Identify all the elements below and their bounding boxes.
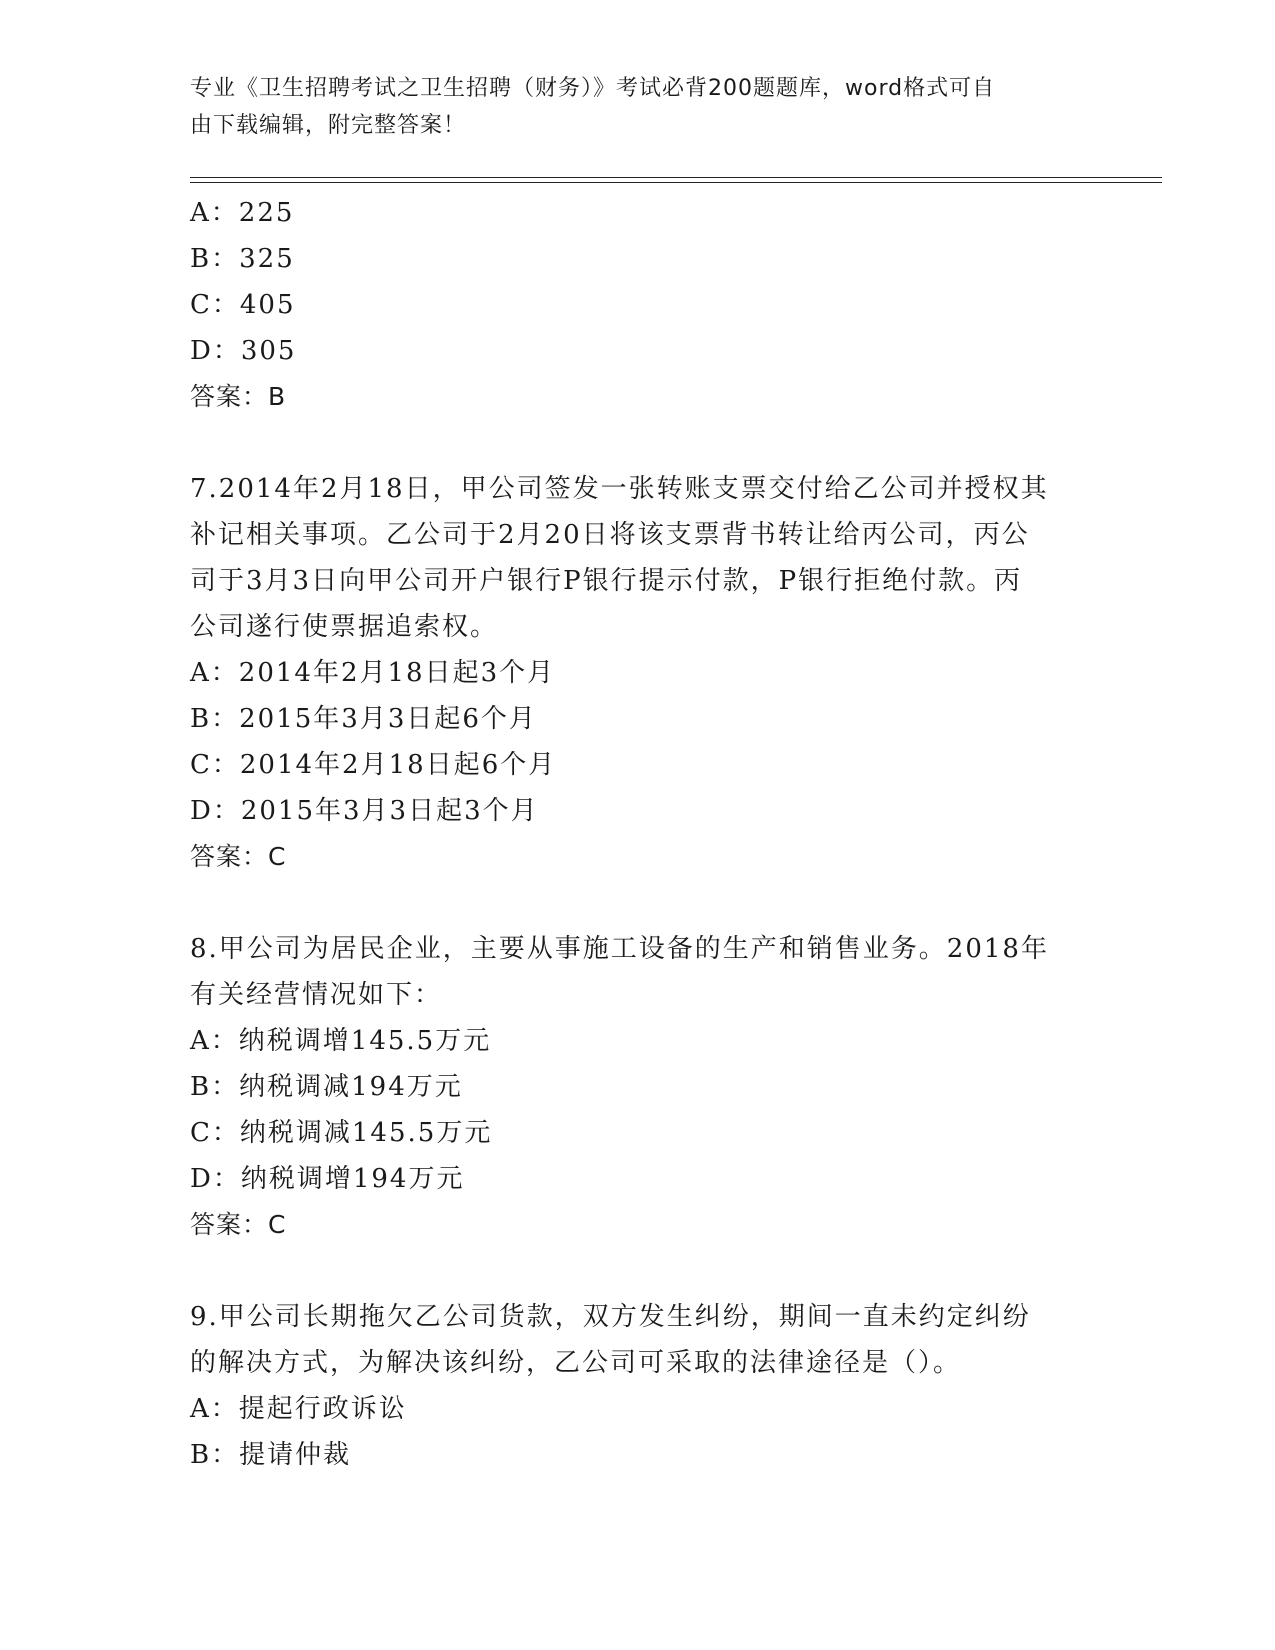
q6-option-c: C：405 xyxy=(190,290,296,320)
q7-option-d: D：2015年3月3日起3个月 xyxy=(190,796,539,826)
q9-option-a: A：提起行政诉讼 xyxy=(190,1394,407,1424)
q7-option-c: C：2014年2月18日起6个月 xyxy=(190,750,557,780)
q9-stem-line-1: 9.甲公司长期拖欠乙公司货款，双方发生纠纷，期间一直未约定纠纷 xyxy=(190,1302,1031,1332)
q6-option-b: B：325 xyxy=(190,244,295,274)
q7-stem-line-3: 司于3月3日向甲公司开户银行P银行提示付款，P银行拒绝付款。丙 xyxy=(190,566,1023,596)
q7-option-b: B：2015年3月3日起6个月 xyxy=(190,704,537,734)
q6-option-d: D：305 xyxy=(190,336,297,366)
q7-answer: 答案：C xyxy=(190,842,287,871)
q7-stem-line-2: 补记相关事项。乙公司于2月20日将该支票背书转让给丙公司，丙公 xyxy=(190,520,1030,550)
q7-stem-line-1: 7.2014年2月18日，甲公司签发一张转账支票交付给乙公司并授权其 xyxy=(190,474,1049,504)
q8-stem-line-2: 有关经营情况如下： xyxy=(190,980,443,1010)
q6-option-a: A：225 xyxy=(190,198,295,228)
q7-stem-line-4: 公司遂行使票据追索权。 xyxy=(190,612,499,642)
question-8-block xyxy=(190,926,1090,1248)
header-line-2: 由下载编辑，附完整答案！ xyxy=(190,113,467,138)
spacer xyxy=(190,880,1090,926)
q8-option-a: A：纳税调增145.5万元 xyxy=(190,1026,492,1056)
question-9-block xyxy=(190,1294,1090,1478)
header-line-1: 专业《卫生招聘考试之卫生招聘（财务）》考试必背200题题库，word格式可自 xyxy=(190,76,996,101)
question-6-block xyxy=(190,190,1090,420)
question-7-block xyxy=(190,466,1090,880)
q8-answer: 答案：C xyxy=(190,1210,287,1239)
q6-answer: 答案：B xyxy=(190,382,287,411)
question-content xyxy=(190,190,1090,1478)
q9-stem-line-2: 的解决方式，为解决该纠纷，乙公司可采取的法律途径是（）。 xyxy=(190,1348,962,1378)
q8-option-c: C：纳税调减145.5万元 xyxy=(190,1118,493,1148)
q7-option-a: A：2014年2月18日起3个月 xyxy=(190,658,556,688)
q8-option-d: D：纳税调增194万元 xyxy=(190,1164,465,1194)
document-header xyxy=(190,70,1070,144)
spacer xyxy=(190,1248,1090,1294)
spacer xyxy=(190,420,1090,466)
q8-option-b: B：纳税调减194万元 xyxy=(190,1072,463,1102)
header-rule-top xyxy=(190,177,1162,178)
q8-stem-line-1: 8.甲公司为居民企业，主要从事施工设备的生产和销售业务。2018年 xyxy=(190,934,1049,964)
q9-option-b: B：提请仲裁 xyxy=(190,1440,352,1470)
header-rule-bottom xyxy=(190,182,1162,183)
